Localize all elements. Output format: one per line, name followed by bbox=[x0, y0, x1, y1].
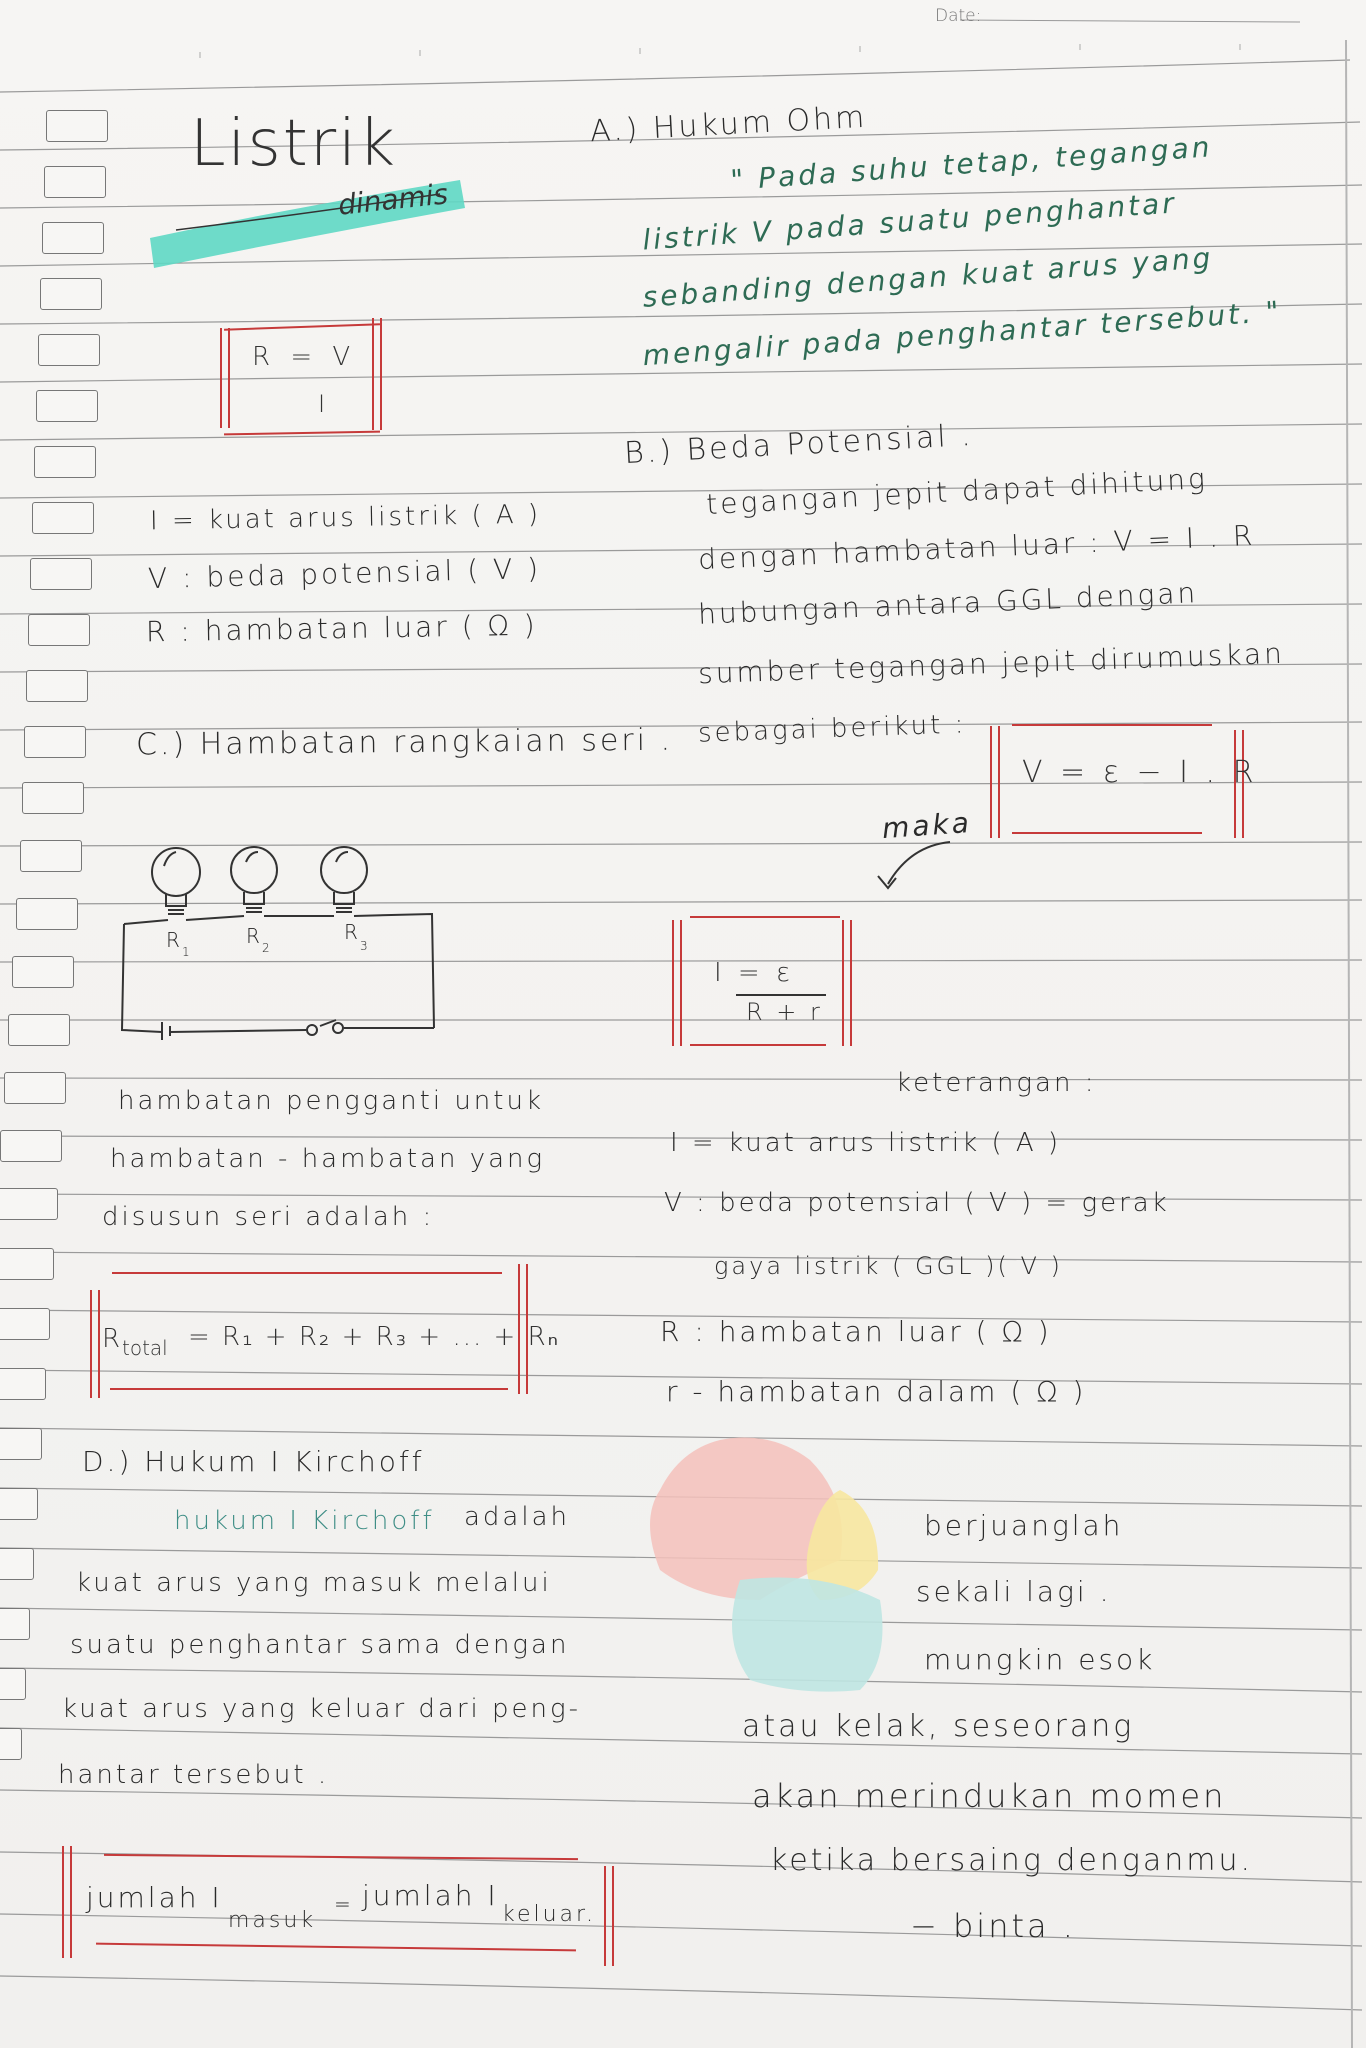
arrow-icon bbox=[870, 836, 960, 896]
section-a-line-1: " Pada suhu tetap, tegangan bbox=[729, 130, 1214, 197]
watercolor-patch bbox=[640, 1430, 900, 1700]
kirchoff-formula-right: jumlah I bbox=[362, 1879, 499, 1912]
legend-left-3: R : hambatan luar ( Ω ) bbox=[145, 608, 538, 649]
section-c-line-1: hambatan pengganti untuk bbox=[118, 1086, 545, 1116]
section-d-intro: hukum I Kirchoff bbox=[174, 1506, 435, 1536]
ohm-formula-text: R = V bbox=[252, 342, 357, 372]
section-a-line-2: listrik V pada suatu penghantar bbox=[641, 186, 1178, 257]
date-label: Date: bbox=[935, 6, 982, 26]
keterangan-line-3: gaya listrik ( GGL )( V ) bbox=[714, 1252, 1063, 1280]
quote-line-6: ketika bersaing denganmu. bbox=[770, 1843, 1254, 1878]
quote-line-3: mungkin esok bbox=[924, 1643, 1156, 1676]
keterangan-line-5: r - hambatan dalam ( Ω ) bbox=[666, 1375, 1087, 1408]
quote-line-5: akan merindukan momen bbox=[752, 1777, 1227, 1815]
section-c-line-3: disusun seri adalah : bbox=[102, 1202, 435, 1232]
section-b-line-5: sebagai berikut : bbox=[697, 709, 967, 749]
quote-line-4: atau kelak, seseorang bbox=[742, 1709, 1135, 1744]
keterangan-heading: keterangan : bbox=[896, 1068, 1097, 1098]
resistor-sub-1: 1 bbox=[182, 945, 190, 959]
keterangan-line-1: I = kuat arus listrik ( A ) bbox=[670, 1128, 1062, 1158]
section-a-line-3: sebanding dengan kuat arus yang bbox=[641, 241, 1215, 314]
section-c-line-2: hambatan - hambatan yang bbox=[110, 1144, 546, 1174]
section-d-intro-rest: adalah bbox=[464, 1502, 571, 1532]
series-circuit-diagram bbox=[110, 840, 450, 1040]
keterangan-line-4: R : hambatan luar ( Ω ) bbox=[660, 1315, 1052, 1348]
resistor-sub-2: 2 bbox=[262, 941, 270, 955]
quote-line-1: berjuanglah bbox=[924, 1509, 1124, 1542]
section-b-heading: B.) Beda Potensial . bbox=[623, 417, 975, 472]
maka-label: maka bbox=[880, 805, 973, 846]
keterangan-line-2: V : beda potensial ( V ) = gerak bbox=[664, 1188, 1170, 1218]
resistor-sub-3: 3 bbox=[360, 939, 368, 953]
potential-formula-text: V = ε − I . R bbox=[1022, 755, 1258, 790]
title-sub: dinamis bbox=[336, 177, 450, 222]
current-formula-top: I = ε bbox=[714, 958, 795, 988]
section-b-line-1: tegangan jepit dapat dihitung bbox=[705, 461, 1209, 522]
legend-left-1: I = kuat arus listrik ( A ) bbox=[149, 499, 542, 537]
ohm-formula-denominator: I bbox=[318, 390, 326, 418]
kirchoff-formula-left: jumlah I bbox=[86, 1881, 223, 1914]
section-c-heading: C.) Hambatan rangkaian seri . bbox=[135, 722, 674, 763]
current-formula-bottom: R + r bbox=[746, 998, 823, 1026]
kirchoff-formula-eq: = bbox=[334, 1892, 351, 1916]
quote-line-7: − binta . bbox=[910, 1907, 1076, 1945]
kirchoff-formula-left-sub: masuk bbox=[228, 1908, 317, 1933]
series-formula-lhs: R bbox=[102, 1324, 121, 1354]
section-b-line-4: sumber tegangan jepit dirumuskan bbox=[697, 636, 1286, 691]
resistor-label-2: R bbox=[246, 924, 260, 948]
section-a-line-4: mengalir pada penghantar tersebut. " bbox=[641, 294, 1283, 373]
section-d-line-1: kuat arus yang masuk melalui bbox=[76, 1568, 552, 1598]
section-d-line-3: kuat arus yang keluar dari peng- bbox=[62, 1694, 581, 1724]
section-b-line-2: dengan hambatan luar : V = I . R bbox=[697, 518, 1256, 577]
section-d-heading: D.) Hukum I Kirchoff bbox=[82, 1445, 425, 1478]
legend-left-2: V : beda potensial ( V ) bbox=[147, 551, 542, 596]
quote-line-2: sekali lagi . bbox=[916, 1575, 1112, 1608]
resistor-label-3: R bbox=[344, 920, 358, 944]
title-main: Listrik bbox=[190, 107, 398, 181]
kirchoff-formula-right-sub: keluar. bbox=[502, 1902, 597, 1927]
section-d-line-4: hantar tersebut . bbox=[58, 1760, 330, 1790]
section-d-line-2: suatu penghantar sama dengan bbox=[70, 1630, 570, 1660]
section-a-heading: A.) Hukum Ohm bbox=[589, 99, 869, 150]
series-formula-rhs: = R₁ + R₂ + R₃ + ... + Rₙ bbox=[188, 1322, 560, 1352]
resistor-label-1: R bbox=[166, 928, 180, 952]
section-b-line-3: hubungan antara GGL dengan bbox=[697, 576, 1199, 631]
series-formula-lhs-sub: total bbox=[122, 1336, 168, 1360]
